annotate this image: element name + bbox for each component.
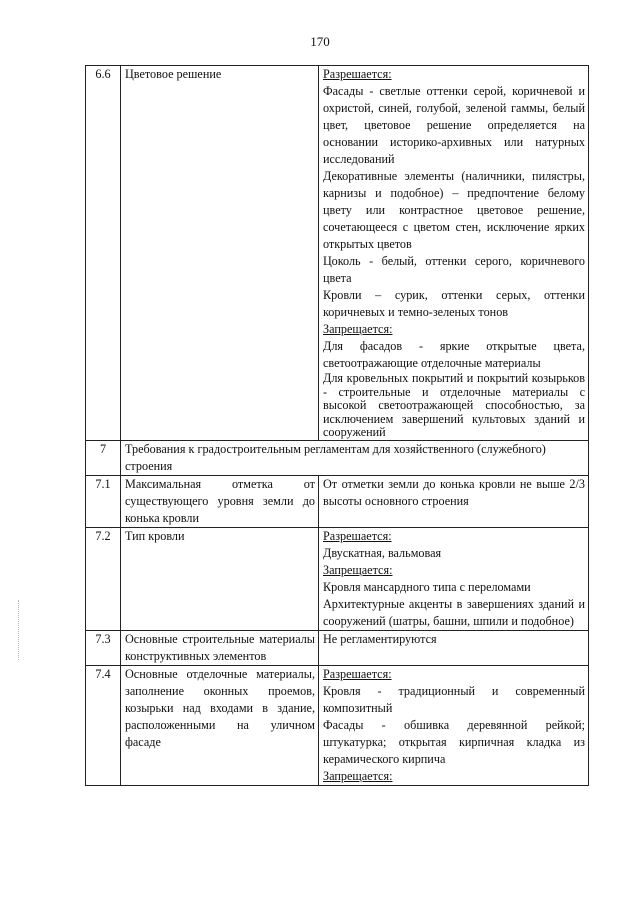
scan-artifact: [18, 600, 20, 660]
allowed-item: Фасады - светлые оттенки серой, коричневой и охристой, синей, голубой, зеленой гаммы, белый цвет, цветовое решение определяется на основании историко-архивных или натурных исследований: [323, 84, 585, 166]
row-name: Основные строительные материалы конструктивных элементов: [121, 630, 319, 665]
row-name: Тип кровли: [121, 527, 319, 630]
row-number: 6.6: [86, 66, 121, 441]
allowed-item: Кровля - традиционный и современный композитный: [323, 683, 585, 715]
allowed-item: Декоративные элементы (наличники, пилястры, карнизы и подобное) – предпочтение белому цвету или контрастное цветовое решение, сочетающееся с цветом стен, исключение ярких открытых цветов: [323, 169, 585, 251]
forbidden-label: Запрещается:: [323, 768, 393, 783]
allowed-label: Разрешается:: [323, 67, 392, 81]
row-number: 7: [86, 440, 121, 475]
forbidden-label: Запрещается:: [323, 562, 393, 577]
allowed-label: Разрешается:: [323, 528, 392, 543]
table-row: [86, 475, 589, 527]
row-number: 7.4: [86, 665, 121, 785]
table-row: [86, 630, 589, 665]
allowed-item: Двускатная, вальмовая: [323, 545, 442, 560]
forbidden-item: Для фасадов - яркие открытые цвета, светоотражающие отделочные материалы: [323, 339, 585, 370]
row-name: Цветовое решение: [121, 66, 319, 441]
row-number: 7.2: [86, 527, 121, 630]
table-row: [86, 440, 589, 475]
allowed-item: Цоколь - белый, оттенки серого, коричневого цвета: [323, 254, 585, 285]
forbidden-label: Запрещается:: [323, 322, 393, 336]
section-title: Требования к градостроительным регламентам для хозяйственного (служебного) строения: [121, 440, 589, 475]
row-value: [319, 527, 589, 630]
page-number: 170: [310, 34, 330, 49]
row-number: 7.1: [86, 475, 121, 527]
forbidden-item: Кровля мансардного типа с переломами: [323, 579, 531, 594]
row-value: [319, 665, 589, 785]
row-value: Не регламентируются: [319, 630, 589, 665]
regulations-table: [85, 65, 589, 786]
allowed-item: Кровли – сурик, оттенки серых, оттенки коричневых и темно-зеленых тонов: [323, 288, 585, 319]
forbidden-item: Для кровельных покрытий и покрытий козырьков - строительные и отделочные материалы с высокой светоотражающей способностью, за исключением завершений культовых зданий и сооружений: [323, 371, 585, 439]
table-row: [86, 66, 589, 441]
allowed-label: Разрешается:: [323, 666, 392, 681]
table-row: [86, 527, 589, 630]
forbidden-item: Архитектурные акценты в завершениях зданий и сооружений (шатры, башни, шпили и подобное): [323, 596, 585, 628]
row-name: Максимальная отметка от существующего уровня земли до конька кровли: [121, 475, 319, 527]
allowed-item: Фасады - обшивка деревянной рейкой; штукатурка; открытая кирпичная кладка из керамического кирпича: [323, 717, 585, 766]
row-name: Основные отделочные материалы, заполнение оконных проемов, козырьки над входами в здание, расположенными на уличном фасаде: [121, 665, 319, 785]
row-number: 7.3: [86, 630, 121, 665]
row-value: [319, 66, 589, 441]
row-value: От отметки земли до конька кровли не выше 2/3 высоты основного строения: [319, 475, 589, 527]
table-row: [86, 665, 589, 785]
